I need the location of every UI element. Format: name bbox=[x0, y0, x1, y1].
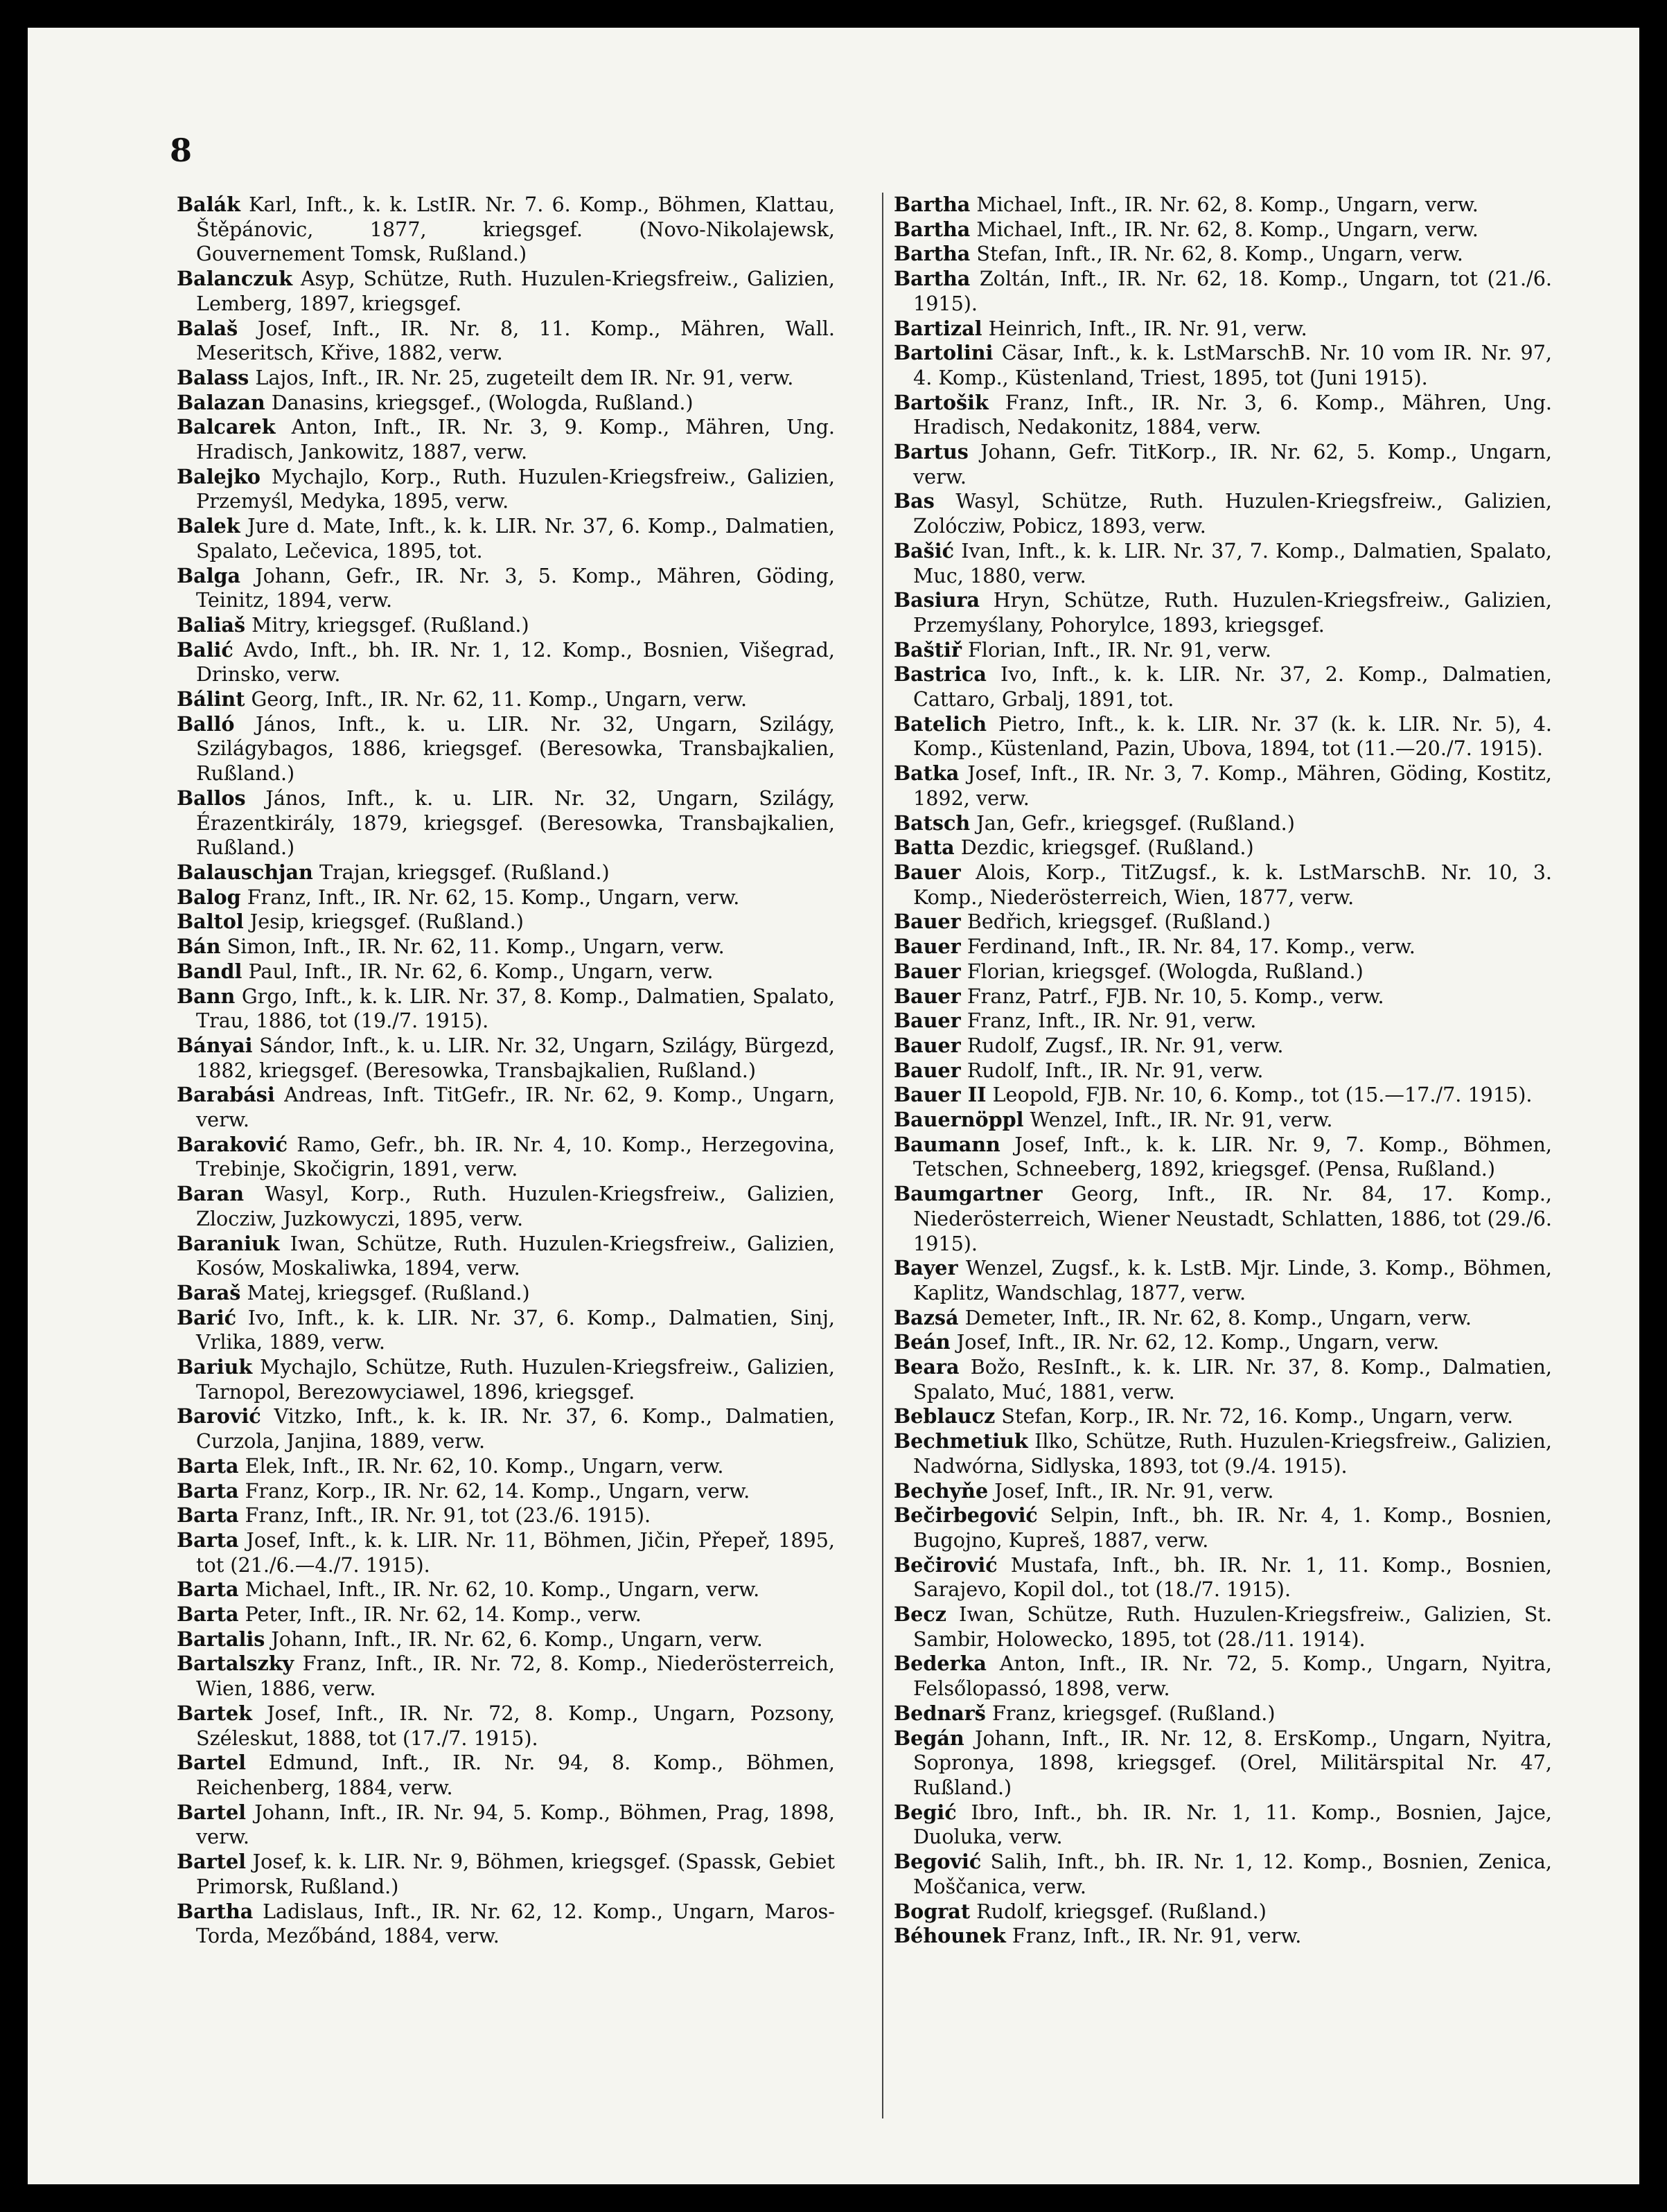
entry-details: Josef, Inft., IR. Nr. 62, 12. Komp., Ungarn, verw. bbox=[956, 1330, 1440, 1354]
entry-details: Mychajlo, Schütze, Ruth. Huzulen-Kriegsfreiw., Galizien, Tarnopol, Berezowyciawel, 1896, kriegsgef. bbox=[196, 1355, 836, 1404]
register-entry bbox=[177, 935, 835, 959]
entry-surname: Bečirbegović bbox=[894, 1503, 1038, 1528]
entry-details: János, Inft., k. u. LIR. Nr. 32, Ungarn, Szilágy, Szilágybagos, 1886, kriegsgef. (Beresowka, Transbajkalien, Rußland.) bbox=[196, 711, 835, 786]
entry-surname: Bauer bbox=[894, 935, 961, 959]
entry-surname: Bartolini bbox=[894, 341, 994, 365]
register-entry bbox=[177, 687, 835, 712]
entry-details: Stefan, Korp., IR. Nr. 72, 16. Komp., Ungarn, verw. bbox=[1001, 1404, 1513, 1428]
entry-surname: Bartus bbox=[894, 440, 969, 464]
entry-details: Rudolf, Inft., IR. Nr. 91, verw. bbox=[967, 1058, 1264, 1082]
entry-details: Pietro, Inft., k. k. LIR. Nr. 37 (k. k. LIR. Nr. 5), 4. Komp., Küstenland, Pazin, Ubova, 1894, tot (11.—20./7. 1915). bbox=[913, 711, 1553, 761]
entry-details: Franz, Inft., IR. Nr. 62, 15. Komp., Ungarn, verw. bbox=[247, 885, 740, 909]
entry-details: Josef, Inft., IR. Nr. 8, 11. Komp., Mähren, Wall. Meseritsch, Křive, 1882, verw. bbox=[196, 316, 835, 365]
entry-surname: Bartha bbox=[177, 1899, 254, 1923]
entry-surname: Bauer bbox=[894, 1058, 961, 1082]
left-column bbox=[177, 193, 835, 1949]
register-entry bbox=[177, 1404, 835, 1453]
entry-details: Mychajlo, Korp., Ruth. Huzulen-Kriegsfreiw., Galizien, Przemyśl, Medyka, 1895, verw. bbox=[196, 464, 835, 513]
register-entry bbox=[894, 489, 1552, 538]
register-entry bbox=[177, 712, 835, 786]
entry-details: Johann, Inft., IR. Nr. 62, 6. Komp., Ungarn, verw. bbox=[271, 1627, 763, 1651]
entry-details: Franz, Inft., IR. Nr. 72, 8. Komp., Niederösterreich, Wien, 1886, verw. bbox=[196, 1652, 835, 1701]
entry-details: Wasyl, Korp., Ruth. Huzulen-Kriegsfreiw., Galizien, Zlocziw, Juzkowyczi, 1895, verw. bbox=[196, 1182, 835, 1230]
entry-details: Jesip, kriegsgef. (Rußland.) bbox=[249, 910, 524, 934]
entry-surname: Balanczuk bbox=[177, 267, 293, 291]
register-entry bbox=[177, 1503, 835, 1528]
entry-details: Elek, Inft., IR. Nr. 62, 10. Komp., Ungarn, verw. bbox=[245, 1453, 724, 1478]
entry-surname: Bečirović bbox=[894, 1552, 998, 1577]
entry-details: Wenzel, Inft., IR. Nr. 91, verw. bbox=[1030, 1108, 1333, 1132]
entry-details: Vitzko, Inft., k. k. IR. Nr. 37, 6. Komp., Dalmatien, Curzola, Janjina, 1889, verw. bbox=[196, 1404, 836, 1453]
entry-surname: Bederka bbox=[894, 1652, 987, 1676]
register-entry bbox=[894, 267, 1552, 316]
entry-surname: Balcarek bbox=[177, 415, 276, 439]
entry-details: Iwan, Schütze, Ruth. Huzulen-Kriegsfreiw., Galizien, St. Sambir, Holowecko, 1895, tot (28./11. 1914). bbox=[913, 1602, 1553, 1651]
entry-surname: Bauer bbox=[894, 984, 961, 1008]
entry-surname: Bas bbox=[894, 489, 935, 513]
register-entry bbox=[894, 341, 1552, 390]
entry-details: Salih, Inft., bh. IR. Nr. 1, 12. Komp., Bosnien, Zenica, Moščanica, verw. bbox=[913, 1850, 1552, 1898]
entry-details: Mitry, kriegsgef. (Rußland.) bbox=[252, 612, 529, 637]
register-entry bbox=[894, 984, 1552, 1009]
entry-surname: Begović bbox=[894, 1850, 982, 1874]
register-entry bbox=[894, 1800, 1552, 1850]
entry-surname: Baran bbox=[177, 1182, 245, 1206]
register-entry bbox=[894, 1182, 1552, 1256]
entry-details: Zoltán, Inft., IR. Nr. 62, 18. Komp., Ungarn, tot (21./6. 1915). bbox=[913, 267, 1553, 315]
entry-surname: Bartel bbox=[177, 1751, 247, 1775]
entry-details: Karl, Inft., k. k. LstIR. Nr. 7. 6. Komp., Böhmen, Klattau, Štěpánovic, 1877, kriegsgef. (Novo-Nikolajewsk, Gouvernement Tomsk, Rußland.) bbox=[196, 193, 835, 266]
register-entry bbox=[894, 1404, 1552, 1429]
entry-details: Edmund, Inft., IR. Nr. 94, 8. Komp., Böhmen, Reichenberg, 1884, verw. bbox=[196, 1751, 835, 1799]
register-entry bbox=[177, 564, 835, 613]
register-entry bbox=[894, 860, 1552, 910]
entry-surname: Barta bbox=[177, 1602, 239, 1627]
register-entry bbox=[894, 1850, 1552, 1899]
register-entry bbox=[177, 1306, 835, 1355]
register-entry bbox=[177, 465, 835, 514]
entry-surname: Bazsá bbox=[894, 1305, 959, 1329]
entry-surname: Balazan bbox=[177, 390, 265, 414]
entry-surname: Beán bbox=[894, 1330, 951, 1354]
entry-surname: Batka bbox=[894, 761, 960, 786]
register-entry bbox=[894, 712, 1552, 761]
entry-details: Simon, Inft., IR. Nr. 62, 11. Komp., Ungarn, verw. bbox=[227, 935, 725, 959]
entry-surname: Bechmetiuk bbox=[894, 1429, 1028, 1453]
entry-surname: Barta bbox=[177, 1503, 239, 1528]
entry-surname: Barić bbox=[177, 1305, 237, 1329]
register-entry bbox=[177, 984, 835, 1034]
entry-surname: Béhounek bbox=[894, 1924, 1006, 1948]
register-entry bbox=[894, 1355, 1552, 1404]
entry-surname: Bauer II bbox=[894, 1083, 987, 1107]
entry-details: Michael, Inft., IR. Nr. 62, 10. Komp., Ungarn, verw. bbox=[245, 1577, 760, 1602]
entry-details: Ivo, Inft., k. k. LIR. Nr. 37, 2. Komp., Dalmatien, Cattaro, Grbalj, 1891, tot. bbox=[913, 662, 1552, 711]
entry-surname: Bauer bbox=[894, 860, 961, 884]
register-entry bbox=[894, 1330, 1552, 1355]
entry-details: Jan, Gefr., kriegsgef. (Rußland.) bbox=[976, 811, 1295, 835]
register-entry bbox=[177, 514, 835, 563]
entry-details: Franz, Korp., IR. Nr. 62, 14. Komp., Ungarn, verw. bbox=[245, 1478, 750, 1503]
register-entry bbox=[894, 959, 1552, 984]
entry-surname: Bartha bbox=[894, 217, 971, 241]
entry-details: Johann, Inft., IR. Nr. 94, 5. Komp., Böhmen, Prag, 1898, verw. bbox=[196, 1800, 835, 1849]
register-entry bbox=[894, 1256, 1552, 1305]
entry-surname: Baumgartner bbox=[894, 1182, 1043, 1206]
entry-details: Andreas, Inft. TitGefr., IR. Nr. 62, 9. Komp., Ungarn, verw. bbox=[196, 1083, 835, 1132]
entry-surname: Bauer bbox=[894, 910, 961, 934]
entry-surname: Basiura bbox=[894, 588, 980, 612]
entry-surname: Bartalis bbox=[177, 1627, 265, 1651]
entry-details: Paul, Inft., IR. Nr. 62, 6. Komp., Ungarn, verw. bbox=[248, 959, 714, 983]
entry-surname: Balga bbox=[177, 563, 241, 587]
entry-surname: Beara bbox=[894, 1355, 960, 1379]
register-entry bbox=[894, 1083, 1552, 1108]
entry-details: Grgo, Inft., k. k. LIR. Nr. 37, 8. Komp., Dalmatien, Spalato, Trau, 1886, tot (19./7. 1915). bbox=[196, 984, 835, 1033]
register-entry bbox=[177, 1528, 835, 1577]
register-entry bbox=[894, 539, 1552, 588]
entry-surname: Batsch bbox=[894, 811, 971, 835]
register-entry bbox=[177, 267, 835, 316]
register-entry bbox=[177, 1083, 835, 1132]
entry-surname: Barta bbox=[177, 1528, 239, 1552]
entry-details: Michael, Inft., IR. Nr. 62, 8. Komp., Ungarn, verw. bbox=[976, 193, 1479, 216]
register-entry bbox=[177, 613, 835, 638]
entry-surname: Bartek bbox=[177, 1701, 252, 1725]
register-entry bbox=[177, 1627, 835, 1652]
register-entry bbox=[894, 1034, 1552, 1059]
entry-details: Dezdic, kriegsgef. (Rußland.) bbox=[960, 835, 1254, 860]
entry-details: Michael, Inft., IR. Nr. 62, 8. Komp., Ungarn, verw. bbox=[976, 217, 1479, 241]
register-entry bbox=[177, 1751, 835, 1800]
register-entry bbox=[177, 391, 835, 416]
entry-surname: Bauer bbox=[894, 1033, 961, 1057]
entry-details: Ilko, Schütze, Ruth. Huzulen-Kriegsfreiw., Galizien, Nadwórna, Sidlyska, 1893, tot (9./4. 1915). bbox=[913, 1429, 1552, 1478]
register-entry bbox=[177, 1900, 835, 1949]
entry-surname: Baraš bbox=[177, 1280, 241, 1304]
entry-details: Franz, Inft., IR. Nr. 91, tot (23./6. 1915). bbox=[245, 1503, 651, 1528]
entry-surname: Balló bbox=[177, 711, 235, 736]
entry-surname: Beblaucz bbox=[894, 1404, 996, 1428]
entry-surname: Bandl bbox=[177, 959, 242, 983]
entry-details: Josef, k. k. LIR. Nr. 9, Böhmen, kriegsgef. (Spassk, Gebiet Primorsk, Rußland.) bbox=[196, 1850, 836, 1898]
entry-surname: Baumann bbox=[894, 1132, 1000, 1156]
entry-details: Johann, Gefr. TitKorp., IR. Nr. 62, 5. Komp., Ungarn, verw. bbox=[913, 440, 1553, 488]
right-column bbox=[894, 193, 1552, 1949]
register-entry bbox=[177, 1454, 835, 1479]
entry-surname: Bartha bbox=[894, 267, 971, 291]
register-entry bbox=[894, 1009, 1552, 1034]
entry-details: Bedřich, kriegsgef. (Rußland.) bbox=[967, 910, 1271, 934]
entry-details: Florian, Inft., IR. Nr. 91, verw. bbox=[968, 637, 1271, 662]
register-entry bbox=[177, 638, 835, 687]
entry-surname: Begán bbox=[894, 1726, 964, 1750]
entry-details: Franz, Inft., IR. Nr. 3, 6. Komp., Mähren, Ung. Hradisch, Nedakonitz, 1884, verw. bbox=[913, 390, 1552, 439]
entry-details: Wasyl, Schütze, Ruth. Huzulen-Kriegsfreiw., Galizien, Zolócziw, Pobicz, 1893, verw. bbox=[913, 489, 1552, 538]
register-entry bbox=[894, 1900, 1552, 1925]
entry-details: Ramo, Gefr., bh. IR. Nr. 4, 10. Komp., Herzegovina, Trebinje, Skočigrin, 1891, verw. bbox=[196, 1132, 835, 1181]
entry-details: Selpin, Inft., bh. IR. Nr. 4, 1. Komp., Bosnien, Bugojno, Kupreš, 1887, verw. bbox=[913, 1503, 1553, 1552]
register-entry bbox=[894, 218, 1552, 242]
entry-details: Lajos, Inft., IR. Nr. 25, zugeteilt dem IR. Nr. 91, verw. bbox=[255, 365, 794, 389]
entry-details: Peter, Inft., IR. Nr. 62, 14. Komp., verw. bbox=[245, 1602, 642, 1627]
entry-details: Božo, ResInft., k. k. LIR. Nr. 37, 8. Komp., Dalmatien, Spalato, Muć, 1881, verw. bbox=[913, 1355, 1552, 1404]
entry-surname: Bechyňe bbox=[894, 1478, 989, 1503]
entry-details: Sándor, Inft., k. u. LIR. Nr. 32, Ungarn, Szilágy, Bürgezd, 1882, kriegsgef. (Beresowka, Transbajkalien, Rußland.) bbox=[196, 1033, 835, 1082]
entry-details: Danasins, kriegsgef., (Wologda, Rußland.) bbox=[271, 390, 694, 414]
entry-surname: Baraniuk bbox=[177, 1231, 280, 1255]
entry-surname: Batta bbox=[894, 835, 955, 860]
register-entry bbox=[177, 1182, 835, 1231]
register-entry bbox=[177, 1577, 835, 1602]
entry-surname: Batelich bbox=[894, 711, 987, 736]
page-number: 8 bbox=[170, 132, 193, 169]
entry-details: Florian, kriegsgef. (Wologda, Rußland.) bbox=[967, 959, 1364, 983]
entry-details: Rudolf, kriegsgef. (Rußland.) bbox=[976, 1899, 1267, 1923]
register-entry bbox=[177, 1355, 835, 1404]
entry-surname: Bartha bbox=[894, 242, 971, 266]
register-entry bbox=[894, 1133, 1552, 1182]
register-entry bbox=[894, 638, 1552, 663]
entry-details: Ibro, Inft., bh. IR. Nr. 1, 11. Komp., Bosnien, Jajce, Duoluka, verw. bbox=[913, 1800, 1552, 1849]
register-entry bbox=[894, 910, 1552, 935]
entry-details: Ivan, Inft., k. k. LIR. Nr. 37, 7. Komp., Dalmatien, Spalato, Muc, 1880, verw. bbox=[913, 538, 1552, 587]
entry-details: Franz, Patrf., FJB. Nr. 10, 5. Komp., verw. bbox=[967, 984, 1384, 1008]
entry-surname: Bartel bbox=[177, 1800, 247, 1824]
entry-details: Josef, Inft., k. k. LIR. Nr. 11, Böhmen, Jičin, Přepeř, 1895, tot (21./6.—4./7. 1915). bbox=[196, 1528, 835, 1577]
register-entry bbox=[177, 1232, 835, 1281]
register-entry bbox=[894, 1306, 1552, 1331]
register-entry bbox=[894, 1553, 1552, 1602]
entry-surname: Balass bbox=[177, 365, 249, 389]
entry-details: Matej, kriegsgef. (Rußland.) bbox=[247, 1280, 530, 1304]
register-entry bbox=[894, 835, 1552, 860]
entry-details: Alois, Korp., TitZugsf., k. k. LstMarschB. Nr. 10, 3. Komp., Niederösterreich, Wien, 1877, verw. bbox=[913, 860, 1552, 909]
entry-details: Heinrich, Inft., IR. Nr. 91, verw. bbox=[988, 316, 1307, 340]
entry-details: Franz, kriegsgef. (Rußland.) bbox=[991, 1701, 1276, 1725]
entry-details: Trajan, kriegsgef. (Rußland.) bbox=[319, 860, 610, 884]
entry-surname: Bašić bbox=[894, 538, 955, 563]
entry-details: Franz, Inft., IR. Nr. 91, verw. bbox=[967, 1009, 1257, 1033]
entry-details: Josef, Inft., IR. Nr. 72, 8. Komp., Ungarn, Pozsony, Széleskut, 1888, tot (17./7. 1915). bbox=[196, 1701, 835, 1750]
entry-details: Rudolf, Zugsf., IR. Nr. 91, verw. bbox=[967, 1033, 1284, 1057]
entry-surname: Bayer bbox=[894, 1256, 958, 1280]
entry-details: Leopold, FJB. Nr. 10, 6. Komp., tot (15.—17./7. 1915). bbox=[992, 1083, 1533, 1107]
entry-details: Stefan, Inft., IR. Nr. 62, 8. Komp., Ungarn, verw. bbox=[976, 242, 1463, 266]
register-entry bbox=[177, 959, 835, 984]
register-entry bbox=[894, 1479, 1552, 1504]
register-entry bbox=[177, 366, 835, 391]
entry-surname: Baliaš bbox=[177, 612, 246, 637]
entry-details: Franz, Inft., IR. Nr. 91, verw. bbox=[1012, 1924, 1302, 1948]
entry-details: Ladislaus, Inft., IR. Nr. 62, 12. Komp., Ungarn, Maros-Torda, Mezőbánd, 1884, verw. bbox=[196, 1899, 835, 1948]
entry-details: Josef, Inft., k. k. LIR. Nr. 9, 7. Komp., Böhmen, Tetschen, Schneeberg, 1892, kriegsgef. (Pensa, Rußland.) bbox=[913, 1132, 1552, 1181]
register-entry bbox=[894, 1108, 1552, 1133]
register-entry bbox=[177, 1800, 835, 1850]
entry-surname: Barović bbox=[177, 1404, 261, 1428]
register-entry bbox=[894, 662, 1552, 711]
entry-details: Johann, Gefr., IR. Nr. 3, 5. Komp., Mähren, Göding, Teinitz, 1894, verw. bbox=[196, 563, 836, 612]
entry-surname: Baraković bbox=[177, 1132, 288, 1156]
entry-details: Ferdinand, Inft., IR. Nr. 84, 17. Komp., verw. bbox=[967, 935, 1415, 959]
register-entry bbox=[894, 1652, 1552, 1701]
entry-surname: Balek bbox=[177, 514, 240, 538]
entry-surname: Barabási bbox=[177, 1083, 275, 1107]
entry-surname: Bartošik bbox=[894, 390, 989, 414]
entry-details: Hryn, Schütze, Ruth. Huzulen-Kriegsfreiw., Galizien, Przemyślany, Pohorylce, 1893, kriegsgef. bbox=[913, 588, 1552, 637]
entry-details: Wenzel, Zugsf., k. k. LstB. Mjr. Linde, 3. Komp., Böhmen, Kaplitz, Wandschlag, 1877, verw. bbox=[913, 1256, 1553, 1304]
register-entry bbox=[177, 860, 835, 885]
register-entry bbox=[894, 317, 1552, 342]
register-entry bbox=[177, 1133, 835, 1182]
entry-surname: Bann bbox=[177, 984, 236, 1008]
entry-details: Demeter, Inft., IR. Nr. 62, 8. Komp., Ungarn, verw. bbox=[964, 1305, 1472, 1329]
register-entry bbox=[177, 1034, 835, 1083]
entry-surname: Barta bbox=[177, 1577, 239, 1602]
register-entry bbox=[894, 1429, 1552, 1478]
document-page bbox=[28, 28, 1639, 2184]
entry-surname: Balejko bbox=[177, 464, 261, 488]
entry-surname: Barta bbox=[177, 1478, 239, 1503]
entry-surname: Bauernöppl bbox=[894, 1108, 1024, 1132]
entry-surname: Balák bbox=[177, 193, 240, 216]
entry-details: Georg, Inft., IR. Nr. 62, 11. Komp., Ungarn, verw. bbox=[251, 687, 748, 711]
register-entry bbox=[177, 193, 835, 267]
entry-surname: Bograt bbox=[894, 1899, 971, 1923]
register-entry bbox=[894, 1059, 1552, 1083]
entry-details: Anton, Inft., IR. Nr. 3, 9. Komp., Mähren, Ung. Hradisch, Jankowitz, 1887, verw. bbox=[196, 415, 835, 464]
entry-details: Josef, Inft., IR. Nr. 91, verw. bbox=[994, 1478, 1274, 1503]
register-entry bbox=[894, 811, 1552, 836]
entry-surname: Becz bbox=[894, 1602, 947, 1627]
column-divider bbox=[882, 193, 883, 2118]
register-entry bbox=[177, 1602, 835, 1627]
entry-surname: Bartha bbox=[894, 193, 971, 216]
register-entry bbox=[177, 317, 835, 366]
register-entry bbox=[177, 1652, 835, 1701]
entry-surname: Balog bbox=[177, 885, 241, 909]
entry-surname: Bauer bbox=[894, 1009, 961, 1033]
register-entry bbox=[177, 910, 835, 935]
register-entry bbox=[177, 1701, 835, 1751]
register-entry bbox=[894, 1503, 1552, 1552]
entry-surname: Bednarš bbox=[894, 1701, 986, 1725]
entry-details: Johann, Inft., IR. Nr. 12, 8. ErsKomp., Ungarn, Nyitra, Sopronya, 1898, kriegsgef. (Orel, Militärspital Nr. 47, Rußland.) bbox=[913, 1726, 1553, 1799]
entry-surname: Bartizal bbox=[894, 316, 982, 340]
entry-surname: Bauer bbox=[894, 959, 961, 983]
entry-surname: Balaš bbox=[177, 316, 238, 340]
register-entry bbox=[177, 885, 835, 910]
entry-details: Iwan, Schütze, Ruth. Huzulen-Kriegsfreiw., Galizien, Kosów, Moskaliwka, 1894, verw. bbox=[196, 1231, 836, 1280]
register-entry bbox=[894, 1602, 1552, 1652]
register-entry bbox=[894, 935, 1552, 959]
entry-surname: Begić bbox=[894, 1800, 957, 1824]
register-entry bbox=[177, 415, 835, 464]
entry-surname: Bariuk bbox=[177, 1355, 253, 1379]
entry-details: Ivo, Inft., k. k. LIR. Nr. 37, 6. Komp., Dalmatien, Sinj, Vrlika, 1889, verw. bbox=[196, 1305, 835, 1354]
entry-surname: Bastrica bbox=[894, 662, 987, 687]
entry-surname: Bartel bbox=[177, 1850, 247, 1874]
entry-surname: Baltol bbox=[177, 910, 244, 934]
entry-details: Anton, Inft., IR. Nr. 72, 5. Komp., Ungarn, Nyitra, Felsőlopassó, 1898, verw. bbox=[913, 1652, 1552, 1701]
register-entry bbox=[894, 440, 1552, 489]
entry-surname: Barta bbox=[177, 1453, 239, 1478]
register-entry bbox=[894, 242, 1552, 267]
register-entry bbox=[894, 1701, 1552, 1726]
register-entry bbox=[894, 761, 1552, 811]
entry-surname: Baštiř bbox=[894, 637, 962, 662]
entry-surname: Bálint bbox=[177, 687, 245, 711]
entry-details: János, Inft., k. u. LIR. Nr. 32, Ungarn, Szilágy, Érazentkirály, 1879, kriegsgef. (Beresowka, Transbajkalien, Rußland.) bbox=[196, 786, 835, 860]
register-entry bbox=[894, 193, 1552, 218]
entry-details: Georg, Inft., IR. Nr. 84, 17. Komp., Niederösterreich, Wiener Neustadt, Schlatten, 1886, tot (29./6. 1915). bbox=[913, 1182, 1552, 1255]
entry-details: Cäsar, Inft., k. k. LstMarschB. Nr. 10 vom IR. Nr. 97, 4. Komp., Küstenland, Triest, 1895, tot (Juni 1915). bbox=[913, 341, 1553, 389]
register-entry bbox=[177, 1479, 835, 1504]
entry-details: Mustafa, Inft., bh. IR. Nr. 1, 11. Komp., Bosnien, Sarajevo, Kopil dol., tot (18./7. 1915). bbox=[913, 1552, 1552, 1602]
register-entry bbox=[177, 786, 835, 860]
register-entry bbox=[894, 1726, 1552, 1800]
register-entry bbox=[894, 1924, 1552, 1949]
entry-details: Asyp, Schütze, Ruth. Huzulen-Kriegsfreiw., Galizien, Lemberg, 1897, kriegsgef. bbox=[196, 267, 835, 315]
register-entry bbox=[177, 1850, 835, 1899]
entry-surname: Balauschjan bbox=[177, 860, 313, 884]
entry-surname: Ballos bbox=[177, 786, 246, 810]
entry-surname: Bartalszky bbox=[177, 1652, 294, 1676]
entry-details: Josef, Inft., IR. Nr. 3, 7. Komp., Mähren, Göding, Kostitz, 1892, verw. bbox=[913, 761, 1552, 810]
entry-surname: Bán bbox=[177, 935, 221, 959]
entry-surname: Bányai bbox=[177, 1033, 253, 1057]
entry-details: Avdo, Inft., bh. IR. Nr. 1, 12. Komp., Bosnien, Višegrad, Drinsko, verw. bbox=[196, 637, 835, 687]
entry-surname: Balić bbox=[177, 637, 233, 662]
register-entry bbox=[177, 1281, 835, 1306]
register-entry bbox=[894, 391, 1552, 440]
register-entry bbox=[894, 588, 1552, 637]
entry-details: Jure d. Mate, Inft., k. k. LIR. Nr. 37, 6. Komp., Dalmatien, Spalato, Lečevica, 1895, tot. bbox=[196, 514, 836, 563]
